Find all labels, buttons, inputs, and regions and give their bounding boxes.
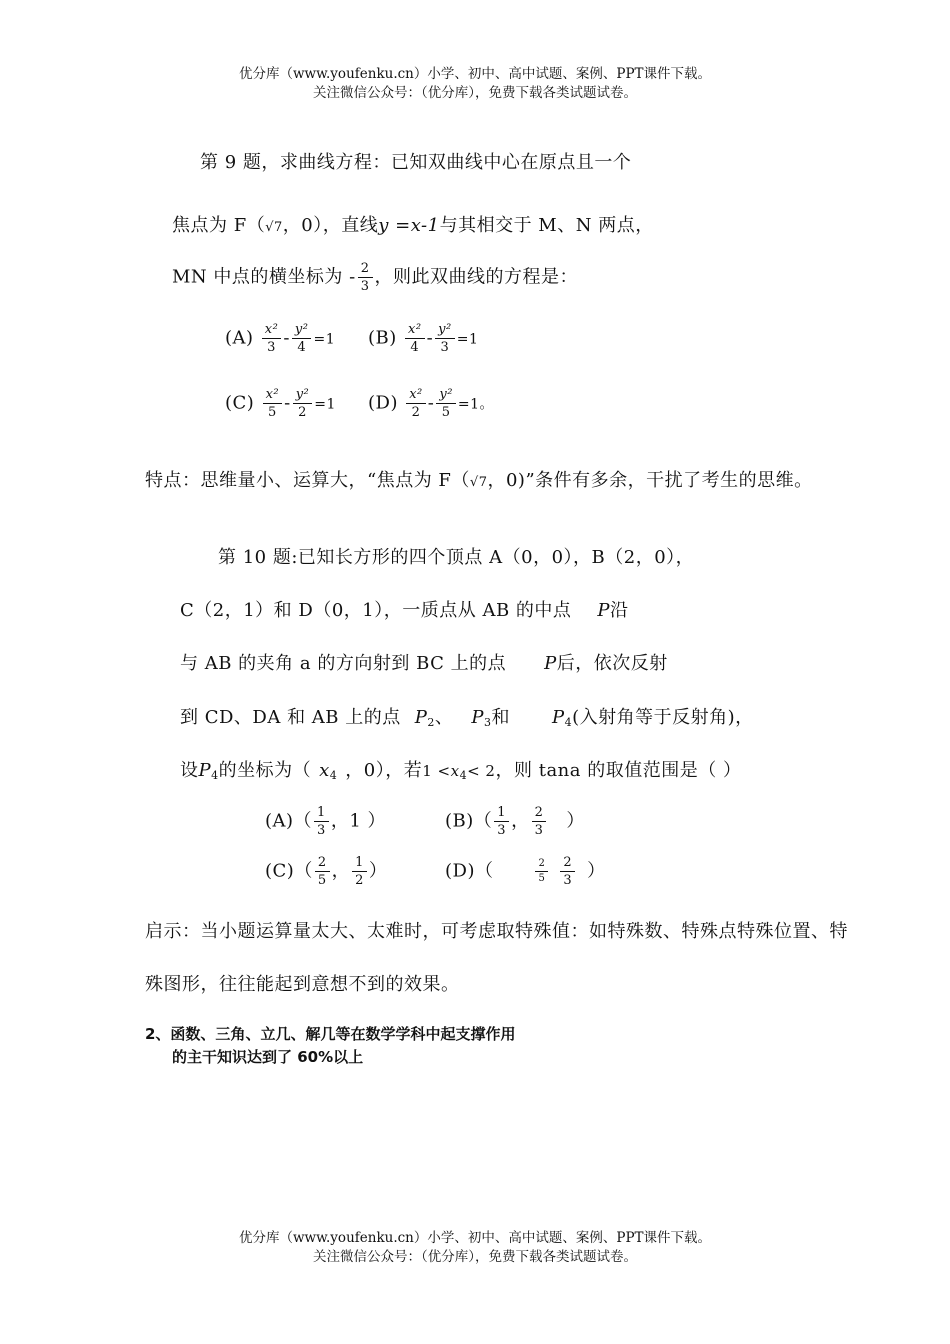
q10-hint-line-2: 殊图形，往往能起到意想不到的效果。 (145, 974, 460, 995)
q10-line-4: 到 CD、DA 和 AB 上的点 $P_2$、 $P_3$和 $P_4$(入射角等于反射角)， (180, 707, 754, 729)
q9-option-b: (B) $\frac{\text{x²}}{4}$ - $\frac{\text{y²}}{3}$ =1 (368, 322, 479, 355)
q10-line-5: 设$P_4$的坐标为（ $x_4$ ，0），若$1 <x_4< 2$，则 tana 的取值范围是（ ） (180, 760, 742, 782)
q9-line-3: MN 中点的横坐标为 - $\frac{2}{3}$ ，则此双曲线的方程是： (172, 261, 579, 294)
section2-line-2: 的主干知识达到了 60%以上 (172, 1048, 364, 1066)
q9-option-c: (C) $\frac{\text{x²}}{5}$ - $\frac{\text{y²}}{2}$ =1 (225, 387, 336, 420)
sqrt-seven: √7 (265, 220, 283, 235)
section2-line-1: 2、函数、三角、立几、解几等在数学学科中起支撑作用 (145, 1025, 516, 1043)
q10-hint-line-1: 启示：当小题运算量太大、太难时，可考虑取特殊值：如特殊数、特殊点特殊位置、特 (145, 921, 848, 942)
q9-note: 特点：思维量小、运算大，“焦点为 F（√7，0)”条件有多余，干扰了考生的思维。 (145, 470, 813, 491)
q9-option-a: (A) $\frac{\text{x²}}{3}$ - $\frac{\text{y²}}{4}$ =1 (225, 322, 336, 355)
q10-option-a: (A)（ $\frac{1}{3}$ ，1 ） (265, 805, 387, 838)
q10-line-2: C（2，1）和 D（0，1），一质点从 AB 的中点 P沿 (180, 600, 629, 621)
footer-line-1: 优分库（www.youfenku.cn）小学、初中、高中试题、案例、PPT课件下载。 (238, 1230, 712, 1246)
header-line-1: 优分库（www.youfenku.cn）小学、初中、高中试题、案例、PPT课件下载。 (238, 66, 712, 82)
q9-option-d: (D) $\frac{\text{x²}}{2}$ - $\frac{\text{y²}}{5}$ =1。 (368, 387, 495, 420)
q10-line-3: 与 AB 的夹角 a 的方向射到 BC 上的点 P后，依次反射 (180, 653, 668, 674)
header-line-2: 关注微信公众号：（优分库），免费下载各类试题试卷。 (313, 85, 637, 101)
q9-line-1: 第 9 题，求曲线方程：已知双曲线中心在原点且一个 (200, 152, 632, 173)
q10-option-c: (C)（ $\frac{2}{5}$ ， $\frac{1}{2}$ ） (265, 855, 388, 888)
q10-option-b: (B)（ $\frac{1}{3}$ ， $\frac{2}{3}$ ） (445, 805, 585, 838)
q9-line-2: 焦点为 F（√7，0），直线y =x-1与其相交于 M、N 两点， (172, 215, 654, 236)
footer-line-2: 关注微信公众号：（优分库），免费下载各类试题试卷。 (313, 1249, 637, 1265)
q10-option-d: (D)（ $\frac{2}{5}$ $\frac{2}{3}$ ） (445, 855, 606, 888)
q10-line-1: 第 10 题:已知长方形的四个顶点 A（0，0），B（2，0）， (218, 547, 695, 568)
fraction-two-thirds: $\frac{2}{3}$ (358, 262, 373, 293)
